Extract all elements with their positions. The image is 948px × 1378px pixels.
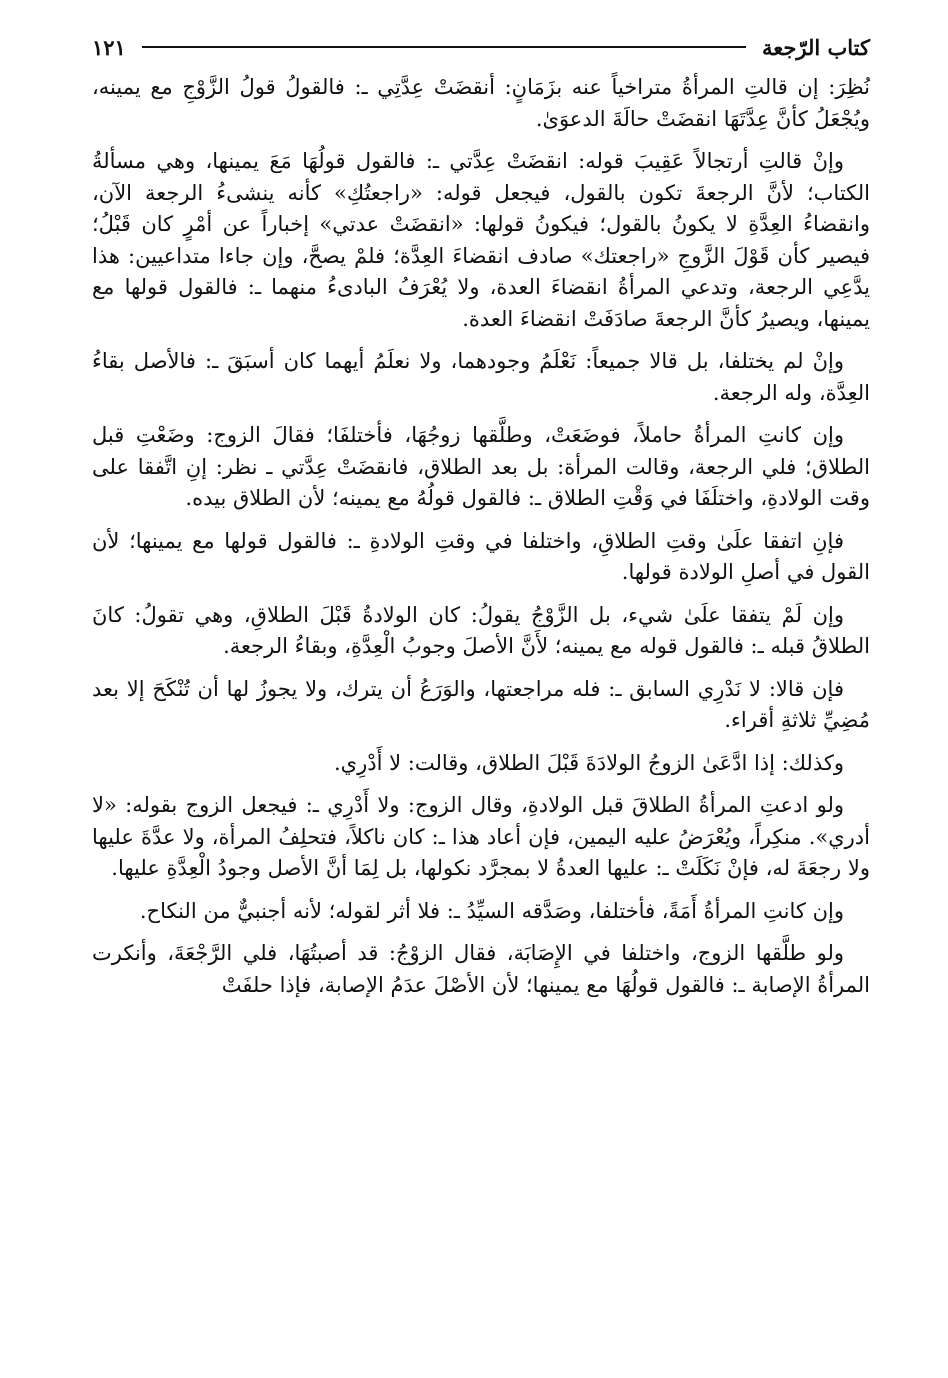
paragraph-4: وإن كانتِ المرأةُ حاملاً، فوضَعَتْ، وطلَّقها زوجُهَا، فأختلفَا؛ فقالَ الزوج: وضَعْتِ قبل الطلاق؛ فلي الرجعة، وقالت المرأة: بل بعد الطلاق، فانقضَتْ عِدَّتي ـ نظر: إنِ اتَّفقا على وقت الولادةِ، واختلَفَا في وَقْتِ الطلاق ـ: فالقول قولُهُ مع يمينه؛ لأن الطلاق بيده.	[92, 423, 870, 510]
running-header	[92, 30, 870, 64]
header-rule	[142, 46, 746, 48]
paragraph-8: وكذلك: إذا ادَّعَىٰ الزوجُ الولادَةَ قَبْلَ الطلاق، وقالت: لا أَدْرِي.	[333, 750, 844, 775]
page-number: ١٢١	[92, 34, 126, 60]
paragraph-7: فإن قالا: لا نَدْرِي السابق ـ: فله مراجعتها، والوَرَعُ أن يترك، ولا يجوزُ لها أن تُنْكَحَ إلا بعد مُضِيِّ ثلاثةِ أقراء.	[92, 676, 870, 732]
paragraph-1: نُظِرَ: إن قالتِ المرأةُ متراخياً عنه بزَمَانٍ: أنقضَتْ عِدَّتِي ـ: فالقولُ قولُ الزَّوْجِ مع يمينه، ويُجْعَلُ كأنَّ عِدَّتَهَا انقضَتْ حالَةَ الدعوَىٰ.	[92, 75, 870, 131]
paragraph-3: وإنْ لم يختلفا، بل قالا جميعاً: نَعْلَمُ وجودهما، ولا نعلَمُ أيهما كان أسبَقَ ـ: فالأصل بقاءُ العِدَّة، وله الرجعة.	[92, 349, 870, 405]
body-text	[92, 72, 870, 1001]
paragraph-10: وإن كانتِ المرأةُ أَمَةً، فأختلفا، وصَدَّقه السيِّدُ ـ: فلا أثر لقوله؛ لأنه أجنبيٌّ من النكاح.	[139, 898, 844, 923]
book-page	[92, 30, 870, 1012]
paragraph-11: ولو طلَّقها الزوج، واختلفا في الإِصَابَة، فقال الزوْجُ: قد أصبتُهَا، فلي الرَّجْعَةَ، وأنكرت المرأةُ الإصابة ـ: فالقول قولُهَا مع يمينها؛ لأن الأصْلَ عدَمُ الإصابة، فإذا حلفَتْ	[92, 941, 870, 997]
paragraph-5: فإنِ اتفقا علَىٰ وقتِ الطلاقِ، واختلفا في وقتِ الولادةِ ـ: فالقول قولها مع يمينها؛ لأن القول في أصلِ الولادة قولها.	[92, 528, 870, 584]
chapter-title: كتاب الرّجعة	[761, 34, 870, 60]
paragraph-6: وإن لَمْ يتفقا علَىٰ شيء، بل الزَّوْجُ يقولُ: كان الولادةُ قَبْلَ الطلاقِ، وهي تقولُ: كانَ الطلاقُ قبله ـ: فالقول قوله مع يمينه؛ لأَنَّ الأصلَ وجوبُ الْعِدَّةِ، وبقاءُ الرجعة.	[92, 602, 870, 658]
paragraph-2: وإنْ قالتِ أرتجالاً عَقِيبَ قوله: انقضَتْ عِدَّتي ـ: فالقول قولُهَا مَعَ يمينها، وهي مسألةُ الكتاب؛ لأنَّ الرجعةَ تكون بالقول، فيجعل قوله: «راجعتُكِ» كأنه ينشىءُ الرجعة الآن، وانقضاءُ العِدَّةِ لا يكونُ بالقول؛ فيكونُ قولها: «انقضَتْ عدتي» إخباراً عن أمْرٍ كان قَبْلُ؛ فيصير كأن قَوْلَ الزَّوجِ «راجعتك» صادف انقضاءَ العِدَّة؛ فلمْ يصحَّ، وإن جاءا متداعيين: هذا يدَّعِي الرجعة، وتدعي المرأةُ انقضاءَ العدة، ولا يُعْرَفُ البادىءُ منهما ـ: فالقول قولها مع يمينها، ويصيرُ كأنَّ الرجعةَ صادَفَتْ انقضاءَ العدة.	[92, 149, 870, 331]
paragraph-9: ولو ادعتِ المرأةُ الطلاقَ قبل الولادةِ، وقال الزوج: ولا أَدْرِي ـ: فيجعل الزوج بقوله: «لا أدري». منكِراً، ويُعْرَضُ عليه اليمين، فإن أعاد هذا ـ: كان ناكلاً، فتحلِفُ المرأة، ولا عدَّةَ عليها ولا رجعَةَ له، فإنْ نَكَلَتْ ـ: عليها العدةُ لا بمجرَّد نكولها، بل لِمَا أنَّ الأصل وجودُ الْعِدَّةِ عليها.	[92, 793, 870, 880]
